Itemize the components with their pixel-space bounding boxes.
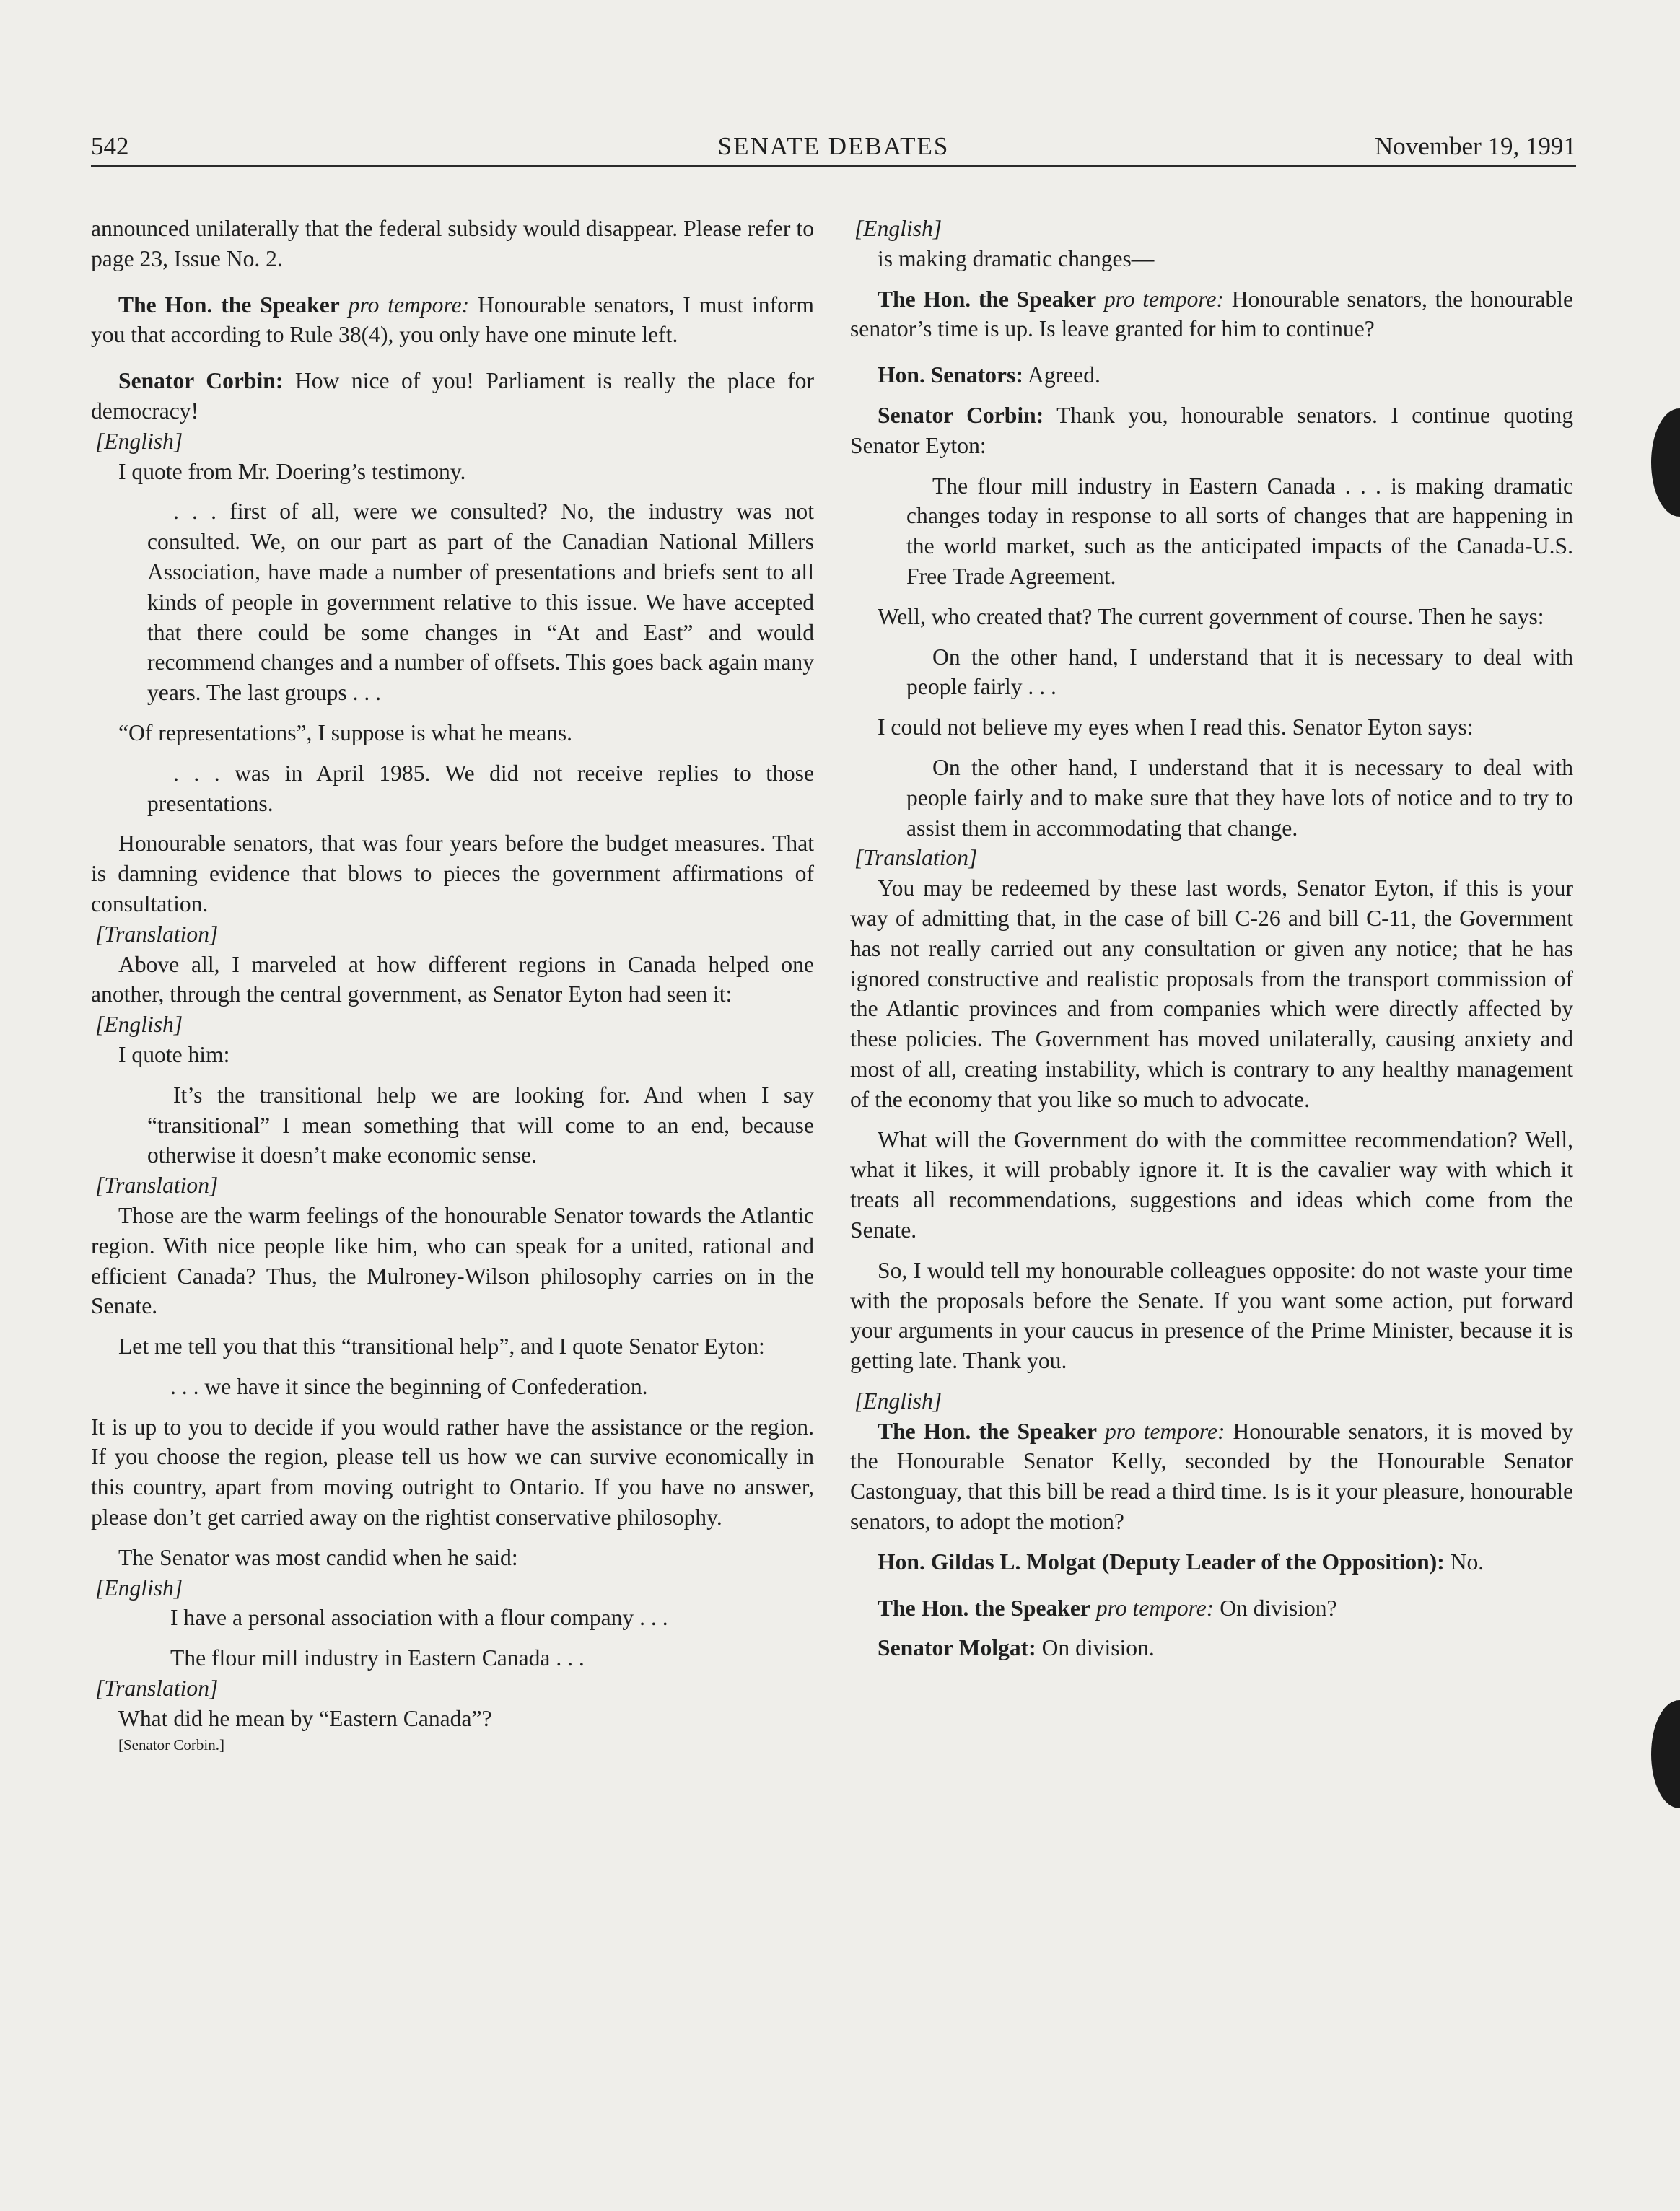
paragraph: Honourable senators, that was four years before the budget measures. That is damning evidence that blows to pieces the government affirmations of consultation. [91,831,814,916]
page-number: 542 [91,132,129,160]
speaker-paragraph [850,400,1573,461]
block-quote: . . . was in April 1985. We did not receive replies to those presentations. [147,760,814,816]
language-marker: [English] [95,428,183,454]
speaker-name: The Hon. the Speaker [878,286,1097,312]
speaker-role: pro tempore: [348,292,470,318]
speech-text: Honourable senators, I must inform you that according to Rule 38(4), you only have one minute left. [91,292,814,348]
binder-hole [1651,408,1680,517]
paragraph: I quote him: [118,1041,230,1067]
block-quote: I have a personal association with a flour company . . . [170,1605,668,1631]
header-rule [91,165,1576,167]
block-quote: On the other hand, I understand that it is necessary to deal with people fairly . . . [906,644,1573,700]
publication-title: SENATE DEBATES [717,132,950,160]
speech-text: Honourable senators, the honourable senator’s time is up. Is leave granted for him to continue? [850,286,1573,342]
speaker-paragraph [850,1547,1573,1577]
paragraph: Those are the warm feelings of the honourable Senator towards the Atlantic region. With nice people like him, who can speak for a united, rational and efficient Canada? Thus, the Mulroney-Wilson philosophy carries on in the Senate. [91,1202,814,1319]
block-quote: . . . we have it since the beginning of Confederation. [170,1373,648,1399]
language-marker: [Translation] [95,1676,219,1702]
speaker-name: The Hon. the Speaker [878,1418,1098,1444]
speech-text: Agreed. [1023,362,1101,388]
block-quote: It’s the transitional help we are looking for. And when I say “transitional” I mean something that will come to an end, because otherwise it doesn’t make economic sense. [147,1082,814,1168]
speaker-name: The Hon. the Speaker [118,292,340,318]
paragraph: Well, who created that? The current government of course. Then he says: [878,603,1544,629]
paragraph: The Senator was most candid when he said: [118,1544,518,1570]
paragraph: Let me tell you that this “transitional help”, and I quote Senator Eyton: [118,1334,765,1360]
speaker-paragraph [91,366,814,426]
speaker-paragraph [850,1593,1573,1624]
speaker-paragraph [850,1417,1573,1537]
paragraph: Above all, I marveled at how different regions in Canada helped one another, through the central government, as Senator Eyton had seen it: [91,951,814,1007]
language-marker: [Translation] [854,845,978,871]
language-marker: [English] [95,1012,183,1038]
speaker-role: pro tempore: [1095,1595,1215,1621]
speaker-name: Senator Corbin: [878,402,1044,428]
right-column [850,214,1573,1663]
speech-text: On division. [1036,1635,1155,1661]
paragraph: announced unilaterally that the federal subsidy would disappear. Please refer to page 23, Issue No. 2. [91,216,814,271]
speaker-paragraph [850,1633,1573,1663]
speech-text: How nice of you! Parliament is really the place for democracy! [91,368,814,424]
speech-text: Thank you, honourable senators. I continue quoting Senator Eyton: [850,402,1573,458]
speech-text: Honourable senators, it is moved by the Honourable Senator Kelly, seconded by the Honourable Senator Castonguay, that this bill be read a third time. Is is it your pleasure, honourable senators, to adopt the motion? [850,1418,1573,1535]
speaker-role: pro tempore: [1103,286,1225,312]
block-quote: The flour mill industry in Eastern Canada . . . is making dramatic changes today in response to all sorts of changes that are happening in the world market, such as the anticipated impacts of the Canada-U.S. Free Trade Agreement. [906,473,1573,589]
page-date: November 19, 1991 [1375,132,1576,160]
speaker-name: Senator Corbin: [118,368,284,394]
block-quote: On the other hand, I understand that it is necessary to deal with people fairly and to make sure that they have lots of notice and to try to assist them in accommodating that change. [906,754,1573,841]
language-marker: [Translation] [95,1173,219,1199]
paragraph: What did he mean by “Eastern Canada”? [118,1705,492,1731]
paragraph: So, I would tell my honourable colleagues opposite: do not waste your time with the proposals before the Senate. If you want some action, put forward your arguments in your caucus in presence of the Prime Minister, because it is getting late. Thank you. [850,1257,1573,1374]
speech-text: No. [1444,1549,1484,1575]
language-marker: [Translation] [95,921,219,947]
language-marker: [English] [854,1388,942,1414]
paragraph: It is up to you to decide if you would rather have the assistance or the region. If you choose the region, please tell us how we can survive economically in this country, apart from moving outright to Ontario. If you have no answer, please don’t get carried away on the rightist conservative philosophy. [91,1414,814,1531]
paragraph: is making dramatic changes— [878,245,1155,271]
paragraph: “Of representations”, I suppose is what he means. [118,719,573,745]
speaker-paragraph [850,360,1573,390]
speaker-role: pro tempore: [1105,1418,1225,1444]
speech-text: On division? [1214,1595,1337,1621]
speaker-footer: [Senator Corbin.] [118,1735,224,1754]
paragraph: What will the Government do with the committee recommendation? Well, what it likes, it will probably ignore it. It is the cavalier way with which it treats all recommendations, suggestions and ideas which come from the Senate. [850,1126,1573,1243]
speaker-name: The Hon. the Speaker [878,1595,1090,1621]
paragraph: You may be redeemed by these last words, Senator Eyton, if this is your way of admitting that, in the case of bill C-26 and bill C-11, the Government has not really carried out any consultation or given any notice; that he has ignored constructive and realistic proposals from the transport commission of the Atlantic provinces and from companies which were directly affected by these policies. The Government has moved unilaterally, causing anxiety and most of all, creating instability, which is contrary to any healthy management of the economy that you like so much to advocate. [850,875,1573,1112]
block-quote: The flour mill industry in Eastern Canada . . . [170,1645,585,1671]
speaker-paragraph [91,290,814,351]
page-header [91,128,1576,165]
paragraph: I could not believe my eyes when I read this. Senator Eyton says: [878,714,1474,740]
language-marker: [English] [854,216,942,241]
language-marker: [English] [95,1575,183,1601]
speaker-paragraph [850,284,1573,345]
paragraph: I quote from Mr. Doering’s testimony. [118,458,466,484]
speaker-name: Hon. Gildas L. Molgat (Deputy Leader of the Opposition): [878,1549,1445,1575]
speaker-name: Senator Molgat: [878,1635,1036,1661]
left-column [91,214,814,1756]
speaker-name: Hon. Senators: [878,362,1023,388]
binder-hole [1651,1700,1680,1808]
block-quote: . . . first of all, were we consulted? No, the industry was not consulted. We, on our part as part of the Canadian National Millers Association, have made a number of presentations and briefs sent to all kinds of people in government relative to this issue. We have accepted that there could be some changes in “At and East” and would recommend changes and a number of offsets. This goes back again many years. The last groups . . . [147,499,814,706]
